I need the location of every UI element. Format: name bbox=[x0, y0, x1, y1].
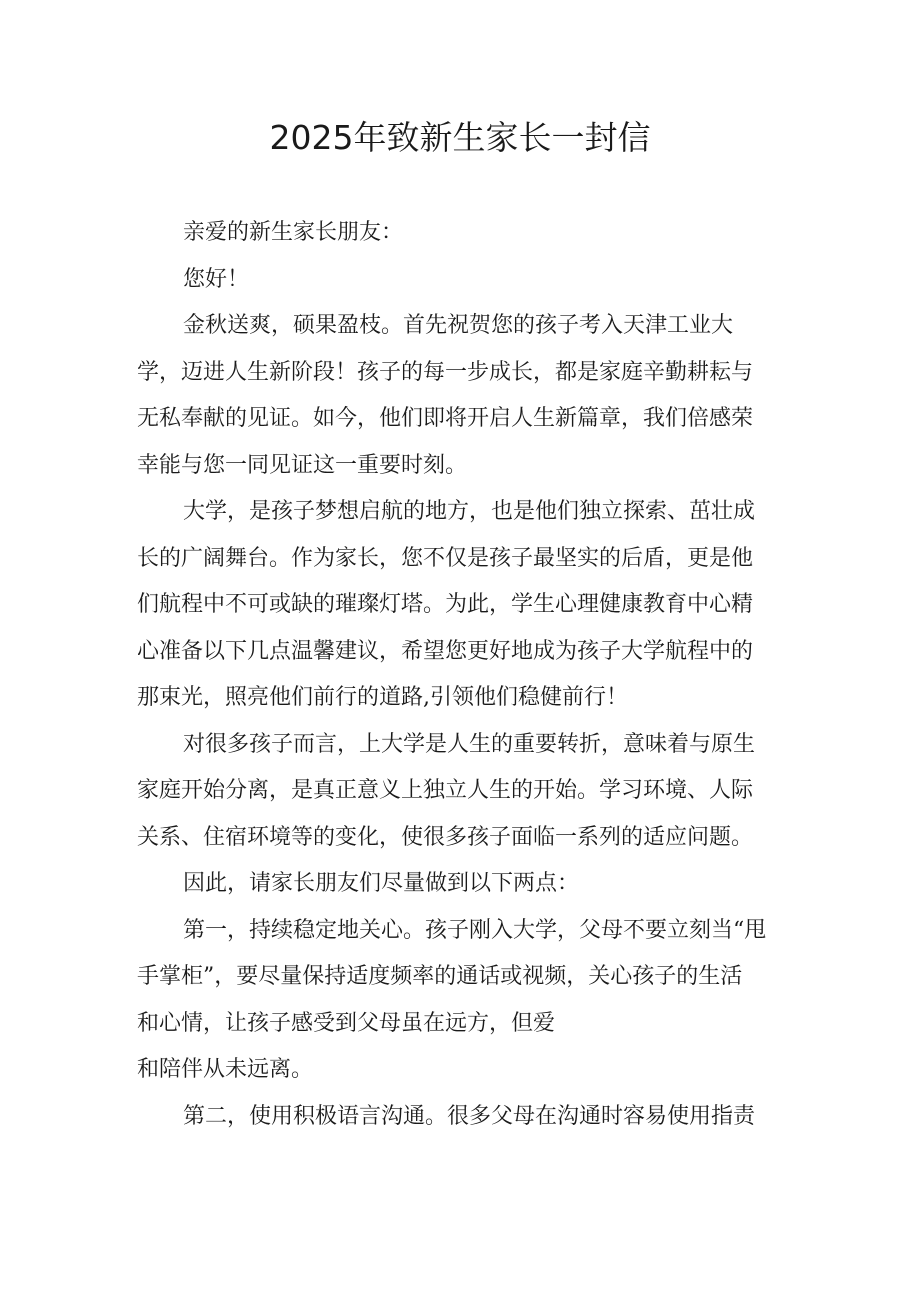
paragraph-line: 对很多孩子而言，上大学是人生的重要转折，意味着与原生 bbox=[183, 731, 756, 757]
paragraph-5 bbox=[137, 908, 787, 1094]
paragraph-line: 长的广阔舞台。作为家长，您不仅是孩子最坚实的后盾，更是他 bbox=[137, 545, 754, 571]
document-title: 2025年致新生家长一封信 bbox=[269, 118, 651, 157]
paragraph-line: 金秋送爽，硕果盈枝。首先祝贺您的孩子考入天津工业大 bbox=[183, 313, 734, 338]
paragraph-line: 和陪伴从未远离。 bbox=[137, 1057, 314, 1082]
paragraph-line: 家庭开始分离，是真正意义上独立人生的开始。学习环境、人际 bbox=[137, 778, 754, 803]
paragraph-3 bbox=[137, 722, 787, 862]
paragraph-line: 那束光，照亮他们前行的道路,引领他们稳健前行！ bbox=[137, 685, 628, 710]
greeting-line: 亲爱的新生家长朋友： bbox=[183, 220, 404, 245]
paragraph-4 bbox=[137, 861, 787, 908]
paragraph-line: 幸能与您一同见证这一重要时刻。 bbox=[137, 452, 468, 478]
paragraph-line: 无私奉献的见证。如今，他们即将开启人生新篇章，我们倍感荣 bbox=[137, 406, 754, 431]
paragraph-2 bbox=[137, 489, 787, 722]
paragraph-line: 学，迈进人生新阶段！孩子的每一步成长，都是家庭辛勤耕耘与 bbox=[137, 359, 754, 385]
paragraph-line: 们航程中不可或缺的璀璨灯塔。为此，学生心理健康教育中心精 bbox=[137, 592, 754, 617]
paragraph-line: 和心情，让孩子感受到父母虽在远方，但爱 bbox=[137, 1010, 556, 1036]
letter-body bbox=[137, 210, 787, 1140]
paragraph-line: 大学，是孩子梦想启航的地方，也是他们独立探索、茁壮成 bbox=[183, 499, 756, 524]
paragraph-6 bbox=[137, 1094, 787, 1141]
paragraph-1 bbox=[137, 303, 787, 489]
paragraph-line: 第一，持续稳定地关心。孩子刚入大学，父母不要立刻当“甩 bbox=[183, 917, 767, 943]
salutation-line: 您好！ bbox=[183, 266, 250, 292]
paragraph-line: 第二，使用积极语言沟通。很多父母在沟通时容易使用指责 bbox=[183, 1103, 756, 1129]
paragraph-line: 手掌柜”，要尽量保持适度频率的通话或视频，关心孩子的生活 bbox=[137, 964, 743, 989]
paragraph-line: 心准备以下几点温馨建议，希望您更好地成为孩子大学航程中的 bbox=[137, 638, 754, 664]
paragraph-line: 关系、住宿环境等的变化，使很多孩子面临一系列的适应问题。 bbox=[137, 824, 754, 850]
paragraph-line: 因此，请家长朋友们尽量做到以下两点： bbox=[183, 871, 580, 896]
